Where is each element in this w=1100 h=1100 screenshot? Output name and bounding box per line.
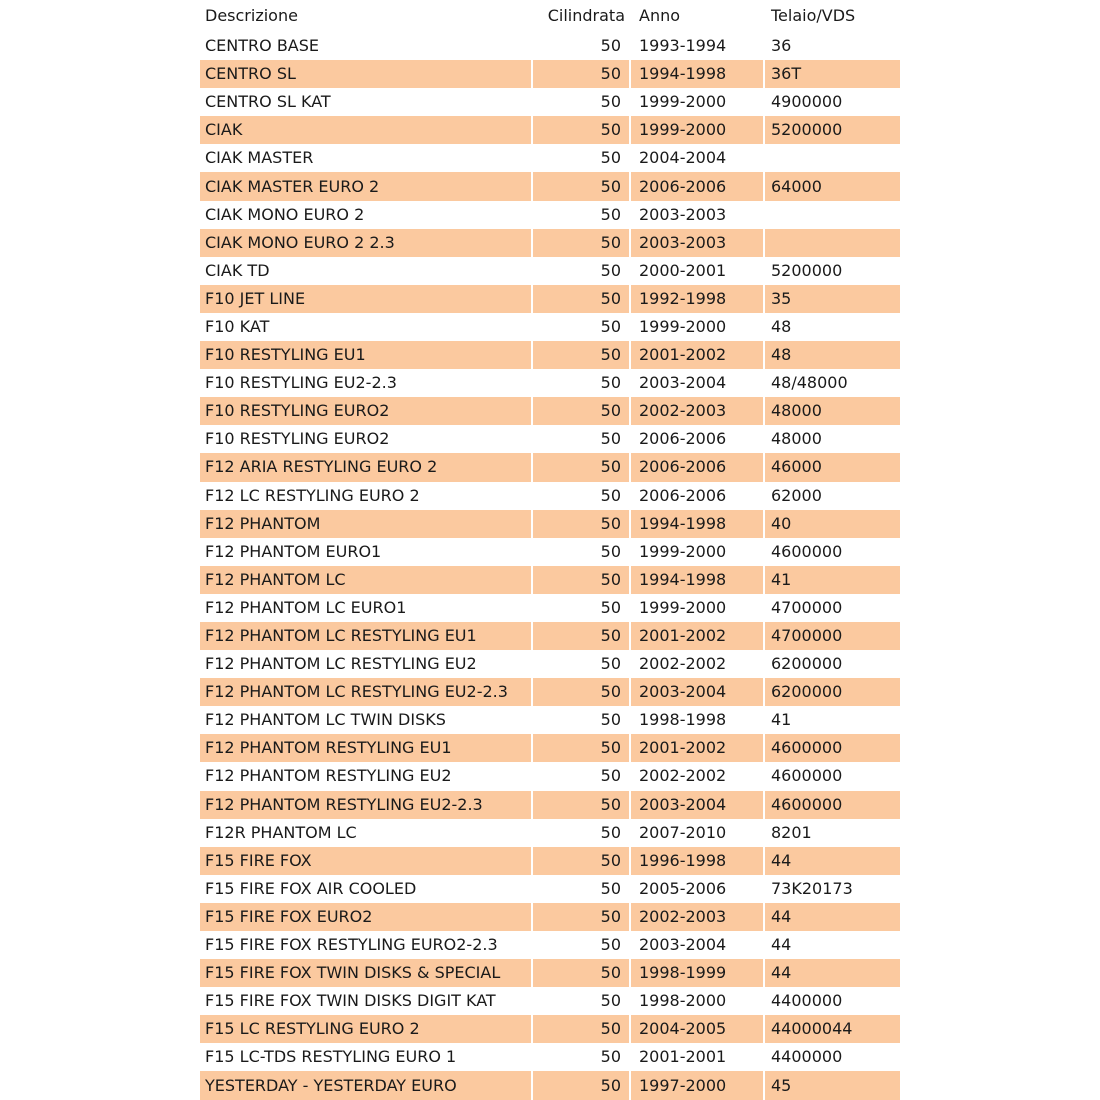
cell-frame: 48000 [764, 397, 900, 425]
cell-description: F10 JET LINE [200, 285, 532, 313]
cell-description: CENTRO SL [200, 60, 532, 88]
cell-displacement: 50 [532, 88, 630, 116]
cell-displacement: 50 [532, 60, 630, 88]
cell-displacement: 50 [532, 791, 630, 819]
cell-description: YESTERDAY - YESTERDAY EURO [200, 1071, 532, 1099]
cell-description: F12 PHANTOM [200, 510, 532, 538]
cell-frame: 4700000 [764, 594, 900, 622]
cell-year: 2003-2004 [630, 678, 764, 706]
cell-year: 2003-2003 [630, 201, 764, 229]
cell-frame: 41 [764, 706, 900, 734]
table-row [200, 313, 900, 341]
cell-displacement: 50 [532, 566, 630, 594]
cell-description: CIAK MONO EURO 2 2.3 [200, 229, 532, 257]
cell-frame: 4700000 [764, 622, 900, 650]
cell-displacement: 50 [532, 341, 630, 369]
cell-description: F12 PHANTOM RESTYLING EU2 [200, 762, 532, 790]
cell-frame: 62000 [764, 482, 900, 510]
cell-frame: 4900000 [764, 88, 900, 116]
cell-year: 1998-2000 [630, 987, 764, 1015]
cell-description: F12 PHANTOM LC EURO1 [200, 594, 532, 622]
table-row [200, 144, 900, 172]
cell-displacement: 50 [532, 706, 630, 734]
cell-year: 1999-2000 [630, 88, 764, 116]
cell-year: 1998-1999 [630, 959, 764, 987]
table-row [200, 172, 900, 200]
cell-frame: 36 [764, 32, 900, 60]
cell-displacement: 50 [532, 144, 630, 172]
cell-displacement: 50 [532, 931, 630, 959]
cell-description: F12 PHANTOM LC RESTYLING EU1 [200, 622, 532, 650]
table-row [200, 60, 900, 88]
cell-description: CENTRO BASE [200, 32, 532, 60]
table-row [200, 88, 900, 116]
cell-description: F10 RESTYLING EU1 [200, 341, 532, 369]
cell-frame [764, 144, 900, 172]
table-row [200, 903, 900, 931]
cell-year: 2000-2001 [630, 257, 764, 285]
cell-frame: 4600000 [764, 538, 900, 566]
cell-year: 1999-2000 [630, 594, 764, 622]
cell-frame: 41 [764, 566, 900, 594]
cell-frame: 6200000 [764, 650, 900, 678]
cell-displacement: 50 [532, 1015, 630, 1043]
cell-year: 2006-2006 [630, 425, 764, 453]
table-row [200, 482, 900, 510]
cell-year: 2006-2006 [630, 453, 764, 481]
cell-year: 1994-1998 [630, 566, 764, 594]
cell-year: 1996-1998 [630, 847, 764, 875]
cell-frame: 6200000 [764, 678, 900, 706]
table-row [200, 791, 900, 819]
table-row [200, 875, 900, 903]
table-row [200, 734, 900, 762]
cell-year: 2005-2006 [630, 875, 764, 903]
cell-description: F12 PHANTOM EURO1 [200, 538, 532, 566]
cell-description: CIAK MONO EURO 2 [200, 201, 532, 229]
cell-year: 2001-2002 [630, 622, 764, 650]
cell-year: 2002-2003 [630, 397, 764, 425]
cell-frame: 36T [764, 60, 900, 88]
cell-frame: 4400000 [764, 987, 900, 1015]
cell-description: CENTRO SL KAT [200, 88, 532, 116]
column-header-year: Anno [630, 0, 764, 32]
cell-year: 1998-1998 [630, 706, 764, 734]
cell-displacement: 50 [532, 875, 630, 903]
table-row [200, 510, 900, 538]
cell-year: 1997-2000 [630, 1071, 764, 1099]
cell-displacement: 50 [532, 369, 630, 397]
cell-year: 2003-2004 [630, 931, 764, 959]
table-row [200, 1015, 900, 1043]
cell-frame: 48/48000 [764, 369, 900, 397]
cell-displacement: 50 [532, 397, 630, 425]
cell-displacement: 50 [532, 650, 630, 678]
cell-displacement: 50 [532, 903, 630, 931]
cell-frame: 45 [764, 1071, 900, 1099]
table-row [200, 369, 900, 397]
column-header-description: Descrizione [200, 0, 532, 32]
table-body [200, 32, 900, 1100]
cell-description: F12 PHANTOM RESTYLING EU1 [200, 734, 532, 762]
cell-displacement: 50 [532, 482, 630, 510]
cell-description: F10 RESTYLING EU2-2.3 [200, 369, 532, 397]
cell-displacement: 50 [532, 594, 630, 622]
cell-frame: 5200000 [764, 116, 900, 144]
cell-description: F15 FIRE FOX TWIN DISKS & SPECIAL [200, 959, 532, 987]
cell-displacement: 50 [532, 313, 630, 341]
table-row [200, 538, 900, 566]
cell-displacement: 50 [532, 510, 630, 538]
table-row [200, 341, 900, 369]
cell-year: 1994-1998 [630, 60, 764, 88]
cell-description: F15 FIRE FOX RESTYLING EURO2-2.3 [200, 931, 532, 959]
table-row [200, 32, 900, 60]
cell-description: F15 LC-TDS RESTYLING EURO 1 [200, 1043, 532, 1071]
cell-year: 1999-2000 [630, 116, 764, 144]
cell-displacement: 50 [532, 229, 630, 257]
cell-displacement: 50 [532, 172, 630, 200]
cell-year: 2002-2002 [630, 650, 764, 678]
cell-frame: 46000 [764, 453, 900, 481]
cell-displacement: 50 [532, 847, 630, 875]
cell-description: F12 PHANTOM LC RESTYLING EU2 [200, 650, 532, 678]
cell-year: 2003-2004 [630, 791, 764, 819]
table-row [200, 931, 900, 959]
cell-frame: 48000 [764, 425, 900, 453]
table-row [200, 678, 900, 706]
cell-displacement: 50 [532, 116, 630, 144]
vehicle-compatibility-table [200, 0, 900, 1100]
cell-frame: 73K20173 [764, 875, 900, 903]
cell-frame: 44 [764, 931, 900, 959]
cell-displacement: 50 [532, 1071, 630, 1099]
cell-displacement: 50 [532, 1043, 630, 1071]
cell-year: 1999-2000 [630, 313, 764, 341]
cell-year: 2001-2002 [630, 341, 764, 369]
vehicle-table-container [200, 0, 900, 1100]
table-row [200, 959, 900, 987]
cell-description: F12 ARIA RESTYLING EURO 2 [200, 453, 532, 481]
cell-description: F10 RESTYLING EURO2 [200, 425, 532, 453]
cell-year: 1999-2000 [630, 538, 764, 566]
cell-frame: 40 [764, 510, 900, 538]
cell-year: 2003-2003 [630, 229, 764, 257]
cell-displacement: 50 [532, 762, 630, 790]
cell-description: F12 PHANTOM LC TWIN DISKS [200, 706, 532, 734]
cell-displacement: 50 [532, 453, 630, 481]
cell-displacement: 50 [532, 819, 630, 847]
cell-year: 2001-2001 [630, 1043, 764, 1071]
cell-displacement: 50 [532, 201, 630, 229]
cell-displacement: 50 [532, 987, 630, 1015]
cell-description: F12R PHANTOM LC [200, 819, 532, 847]
cell-displacement: 50 [532, 32, 630, 60]
cell-year: 2002-2002 [630, 762, 764, 790]
cell-description: F12 PHANTOM LC [200, 566, 532, 594]
cell-year: 2001-2002 [630, 734, 764, 762]
cell-displacement: 50 [532, 734, 630, 762]
table-row [200, 116, 900, 144]
table-row [200, 762, 900, 790]
table-row [200, 201, 900, 229]
table-row [200, 1043, 900, 1071]
cell-description: F12 PHANTOM LC RESTYLING EU2-2.3 [200, 678, 532, 706]
cell-description: F15 FIRE FOX TWIN DISKS DIGIT KAT [200, 987, 532, 1015]
table-row [200, 987, 900, 1015]
cell-year: 2004-2005 [630, 1015, 764, 1043]
cell-description: F10 RESTYLING EURO2 [200, 397, 532, 425]
cell-frame: 4600000 [764, 762, 900, 790]
table-row [200, 622, 900, 650]
cell-frame: 48 [764, 341, 900, 369]
cell-year: 2006-2006 [630, 172, 764, 200]
table-row [200, 566, 900, 594]
cell-description: F12 PHANTOM RESTYLING EU2-2.3 [200, 791, 532, 819]
table-row [200, 425, 900, 453]
cell-frame [764, 201, 900, 229]
table-row [200, 397, 900, 425]
header-row [200, 0, 900, 32]
cell-displacement: 50 [532, 959, 630, 987]
cell-description: CIAK TD [200, 257, 532, 285]
table-row [200, 847, 900, 875]
cell-year: 1994-1998 [630, 510, 764, 538]
cell-frame: 35 [764, 285, 900, 313]
cell-frame: 4600000 [764, 791, 900, 819]
cell-displacement: 50 [532, 285, 630, 313]
cell-frame [764, 229, 900, 257]
column-header-displacement: Cilindrata [532, 0, 630, 32]
table-row [200, 285, 900, 313]
cell-frame: 44 [764, 959, 900, 987]
table-row [200, 453, 900, 481]
cell-displacement: 50 [532, 678, 630, 706]
cell-year: 1992-1998 [630, 285, 764, 313]
cell-description: F15 LC RESTYLING EURO 2 [200, 1015, 532, 1043]
cell-description: F15 FIRE FOX EURO2 [200, 903, 532, 931]
cell-year: 2006-2006 [630, 482, 764, 510]
table-row [200, 1071, 900, 1099]
cell-description: F15 FIRE FOX AIR COOLED [200, 875, 532, 903]
cell-year: 2004-2004 [630, 144, 764, 172]
table-row [200, 594, 900, 622]
cell-year: 2007-2010 [630, 819, 764, 847]
cell-displacement: 50 [532, 425, 630, 453]
cell-displacement: 50 [532, 538, 630, 566]
cell-frame: 4400000 [764, 1043, 900, 1071]
table-header [200, 0, 900, 32]
cell-frame: 48 [764, 313, 900, 341]
column-header-frame: Telaio/VDS [764, 0, 900, 32]
cell-displacement: 50 [532, 622, 630, 650]
cell-frame: 4600000 [764, 734, 900, 762]
cell-frame: 5200000 [764, 257, 900, 285]
table-row [200, 706, 900, 734]
cell-description: F10 KAT [200, 313, 532, 341]
table-row [200, 650, 900, 678]
table-row [200, 257, 900, 285]
cell-frame: 44 [764, 903, 900, 931]
cell-year: 2003-2004 [630, 369, 764, 397]
cell-description: F15 FIRE FOX [200, 847, 532, 875]
cell-description: CIAK MASTER EURO 2 [200, 172, 532, 200]
cell-year: 1993-1994 [630, 32, 764, 60]
cell-description: CIAK [200, 116, 532, 144]
cell-frame: 8201 [764, 819, 900, 847]
cell-displacement: 50 [532, 257, 630, 285]
cell-year: 2002-2003 [630, 903, 764, 931]
cell-frame: 44 [764, 847, 900, 875]
cell-description: F12 LC RESTYLING EURO 2 [200, 482, 532, 510]
cell-frame: 64000 [764, 172, 900, 200]
cell-frame: 44000044 [764, 1015, 900, 1043]
table-row [200, 229, 900, 257]
cell-description: CIAK MASTER [200, 144, 532, 172]
table-row [200, 819, 900, 847]
